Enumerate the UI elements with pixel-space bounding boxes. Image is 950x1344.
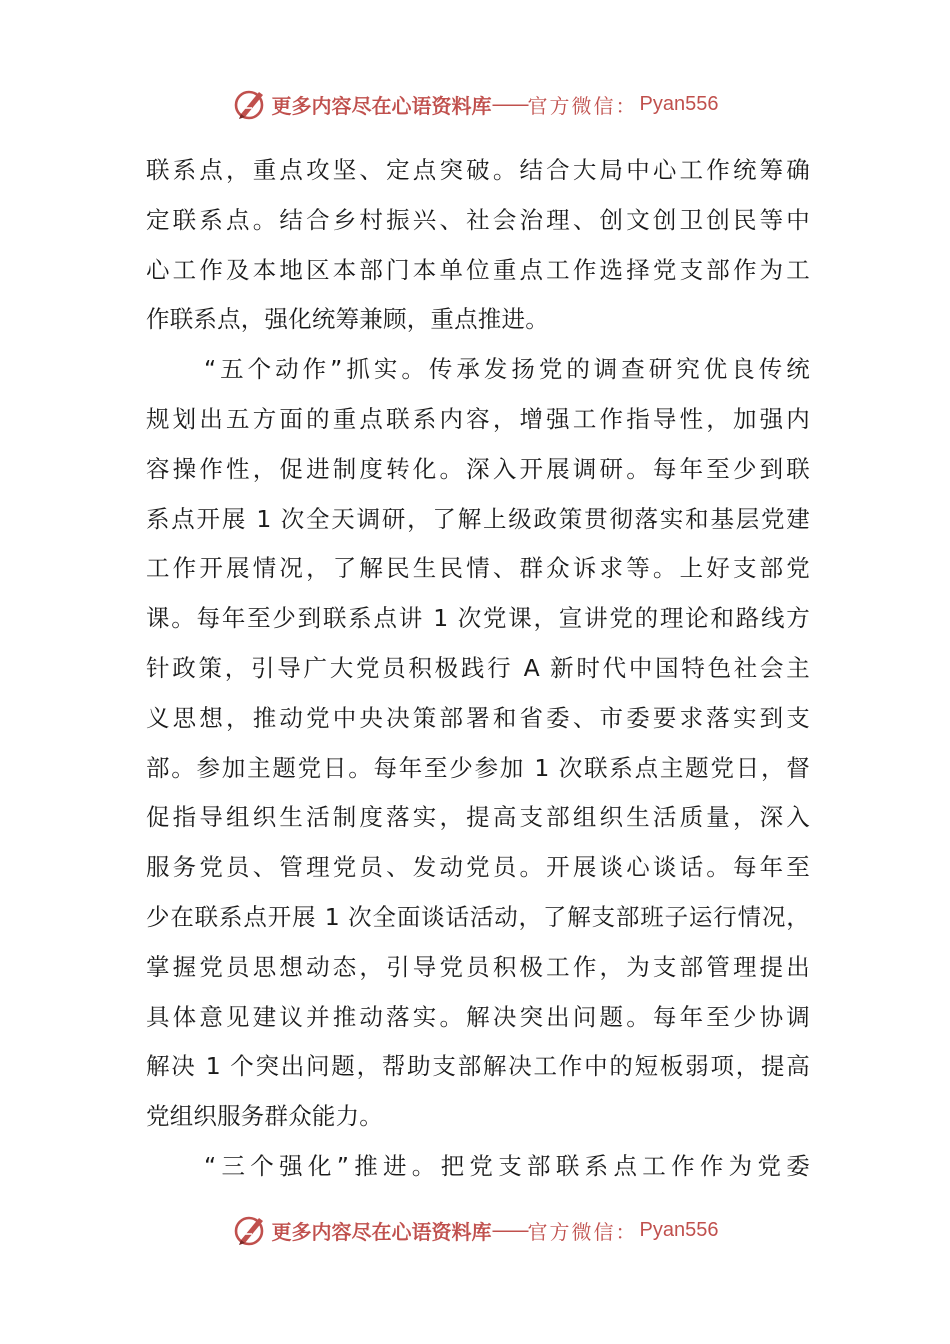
pen-logo-icon: [232, 86, 268, 122]
text-line: 作联系点，强化统筹兼顾，重点推进。: [146, 305, 549, 334]
text-line: 党组织服务群众能力。: [146, 1102, 383, 1131]
text-line: 系点开展 1 次全天调研，了解上级政策贯彻落实和基层党建: [146, 504, 810, 533]
text-line: 少在联系点开展 1 次全面谈话活动，了解支部班子运行情况，: [146, 902, 810, 931]
text-line: 义思想，推动党中央决策部署和省委、市委要求落实到支: [146, 703, 810, 732]
text-line: 掌握党员思想动态，引导党员积极工作，为支部管理提出: [146, 952, 810, 981]
watermark-wechat-id: Pyan556: [639, 1218, 719, 1241]
text-line: 规划出五方面的重点联系内容，增强工作指导性，加强内: [146, 404, 810, 433]
text-line: 工作开展情况，了解民生民情、群众诉求等。上好支部党: [146, 554, 810, 583]
text-line: 服务党员、管理党员、发动党员。开展谈心谈话。每年至: [146, 853, 810, 882]
watermark-separator: ——: [491, 92, 528, 116]
text-line: 针政策，引导广大党员积极践行 A 新时代中国特色社会主: [146, 653, 810, 682]
watermark-brand: 更多内容尽在心语资料库: [271, 93, 492, 118]
watermark-label: 官方微信：: [527, 93, 638, 118]
watermark-wechat-id: Pyan556: [639, 92, 719, 115]
text-line: 定联系点。结合乡村振兴、社会治理、创文创卫创民等中: [146, 205, 810, 234]
watermark-label: 官方微信：: [527, 1219, 638, 1244]
pen-logo-icon: [232, 1212, 268, 1248]
watermark-separator: ——: [491, 1218, 528, 1242]
text-line: 联系点，重点攻坚、定点突破。结合大局中心工作统筹确: [146, 156, 810, 184]
text-line: 课。每年至少到联系点讲 1 次党课，宣讲党的理论和路线方: [146, 604, 810, 633]
header-watermark: [0, 86, 950, 122]
document-body: [146, 146, 810, 1192]
footer-watermark: [0, 1212, 950, 1248]
paragraph-heading-line: “五个动作”抓实。传承发扬党的调查研究优良传统: [204, 355, 810, 384]
paragraph-heading-line: “三个强化”推进。把党支部联系点工作作为党委: [204, 1151, 810, 1180]
text-line: 心工作及本地区本部门本单位重点工作选择党支部作为工: [146, 255, 810, 284]
text-line: 部。参加主题党日。每年至少参加 1 次联系点主题党日，督: [146, 753, 810, 782]
watermark-brand: 更多内容尽在心语资料库: [271, 1219, 492, 1244]
text-line: 解决 1 个突出问题，帮助支部解决工作中的短板弱项，提高: [146, 1052, 810, 1081]
text-line: 促指导组织生活制度落实，提高支部组织生活质量，深入: [146, 803, 810, 832]
text-line: 具体意见建议并推动落实。解决突出问题。每年至少协调: [146, 1002, 810, 1031]
text-line: 容操作性，促进制度转化。深入开展调研。每年至少到联: [146, 454, 810, 483]
